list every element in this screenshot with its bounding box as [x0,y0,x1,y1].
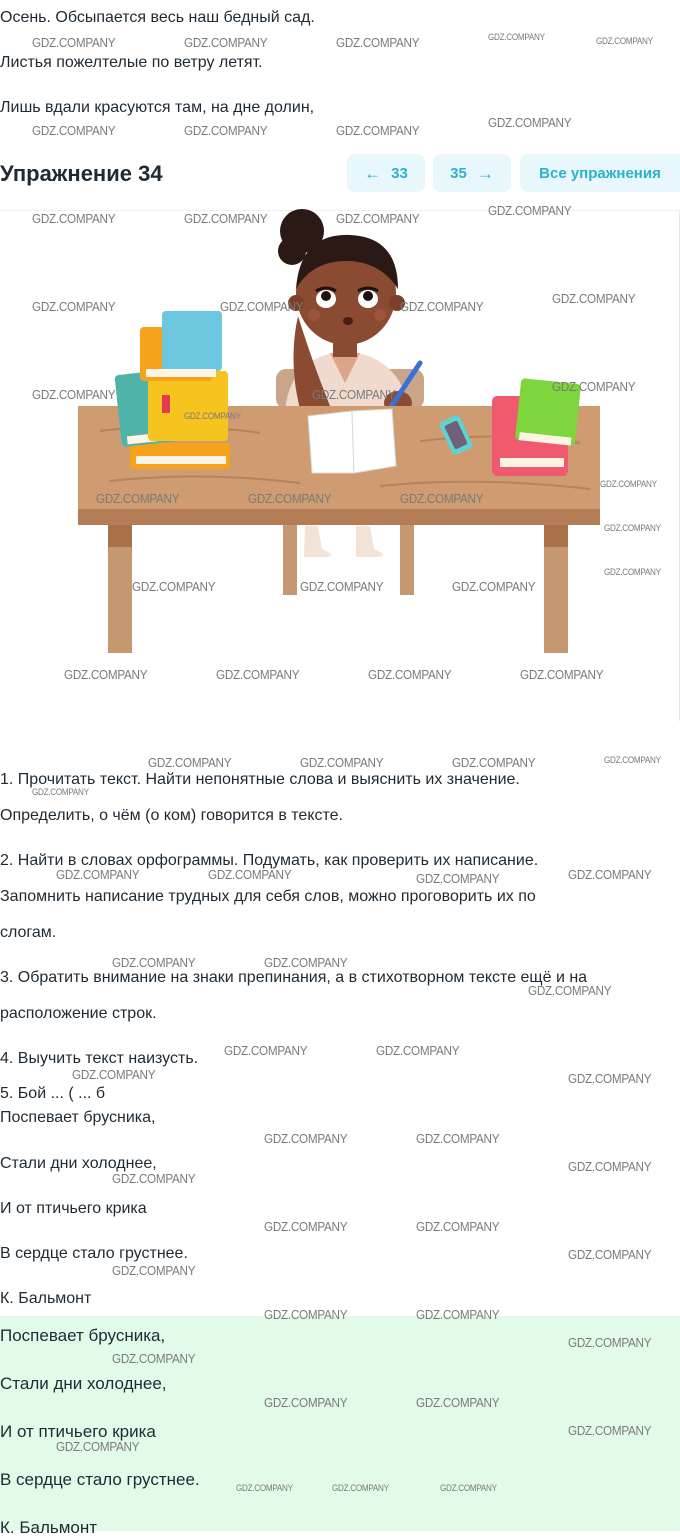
watermark: GDZ.COMPANY [400,491,484,506]
watermark: GDZ.COMPANY [248,491,332,506]
watermark: GDZ.COMPANY [376,1043,460,1058]
watermark: GDZ.COMPANY [488,203,572,218]
watermark: GDZ.COMPANY [552,379,636,394]
poem-author: К. Бальмонт [0,1290,92,1307]
watermark: GDZ.COMPANY [184,411,241,421]
watermark: GDZ.COMPANY [332,1483,389,1493]
watermark: GDZ.COMPANY [264,1395,348,1410]
watermark: GDZ.COMPANY [184,123,268,138]
task-3-line-1: 3. Обратить внимание на знаки препинания, а в стихотворном тексте ещё и на [0,969,588,986]
watermark: GDZ.COMPANY [96,491,180,506]
watermark: GDZ.COMPANY [312,387,396,402]
all-exercises-label: Все упражнения [539,164,661,182]
arrow-left-icon: ← [364,163,382,183]
watermark: GDZ.COMPANY [264,1219,348,1234]
watermark: GDZ.COMPANY [32,123,116,138]
next-exercise-button[interactable] [433,154,511,192]
watermark: GDZ.COMPANY [568,1159,652,1174]
prev-exercise-label: 33 [391,164,408,182]
watermark: GDZ.COMPANY [568,1071,652,1086]
watermark: GDZ.COMPANY [416,1131,500,1146]
watermark: GDZ.COMPANY [596,36,653,46]
watermark: GDZ.COMPANY [56,1439,140,1454]
watermark: GDZ.COMPANY [264,1307,348,1322]
watermark: GDZ.COMPANY [440,1483,497,1493]
poem-top-line-1: Осень. Обсыпается весь наш бедный сад. [0,9,315,26]
answer-line-1: Поспевает брусника, [0,1326,166,1345]
watermark: GDZ.COMPANY [604,755,661,765]
answer-author: К. Бальмонт [0,1518,98,1537]
watermark: GDZ.COMPANY [216,667,300,682]
answer-line-4: В сердце стало грустнее. [0,1470,200,1489]
next-exercise-label: 35 [450,164,467,182]
watermark: GDZ.COMPANY [568,1247,652,1262]
task-5-text: 5. Бой ... ( ... б [0,1085,106,1102]
watermark: GDZ.COMPANY [32,387,116,402]
watermark: GDZ.COMPANY [112,955,196,970]
task-2-line-2: Запомнить написание трудных для себя слов, можно проговорить их по [0,888,536,905]
answer-line-2: Стали дни холоднее, [0,1374,167,1393]
watermark: GDZ.COMPANY [72,1067,156,1082]
task-2-line-1: 2. Найти в словах орфограммы. Подумать, как проверить их написание. [0,852,539,869]
watermark: GDZ.COMPANY [568,1335,652,1350]
task-5-clipped [0,1085,680,1104]
poem-line-3: И от птичьего крика [0,1200,147,1217]
watermark: GDZ.COMPANY [112,1171,196,1186]
watermark: GDZ.COMPANY [528,983,612,998]
task-2-line-3: слогам. [0,924,57,941]
watermark: GDZ.COMPANY [400,299,484,314]
watermark: GDZ.COMPANY [336,35,420,50]
watermark: GDZ.COMPANY [452,579,536,594]
watermark: GDZ.COMPANY [488,115,572,130]
watermark: GDZ.COMPANY [552,291,636,306]
poem-line-1: Поспевает брусника, [0,1109,156,1126]
task-4: 4. Выучить текст наизусть. [0,1050,199,1067]
watermark: GDZ.COMPANY [604,567,661,577]
watermark: GDZ.COMPANY [132,579,216,594]
watermark: GDZ.COMPANY [208,867,292,882]
poem-line-2: Стали дни холоднее, [0,1155,157,1172]
answer-line-3: И от птичьего крика [0,1422,156,1441]
poem-line-4: В сердце стало грустнее. [0,1245,188,1262]
watermark: GDZ.COMPANY [452,755,536,770]
task-3-line-2: расположение строк. [0,1005,157,1022]
watermark: GDZ.COMPANY [604,523,661,533]
watermark: GDZ.COMPANY [224,1043,308,1058]
watermark: GDZ.COMPANY [416,1395,500,1410]
watermark: GDZ.COMPANY [416,871,500,886]
watermark: GDZ.COMPANY [264,1131,348,1146]
prev-exercise-button[interactable] [347,154,425,192]
watermark: GDZ.COMPANY [32,299,116,314]
watermark: GDZ.COMPANY [416,1307,500,1322]
watermark: GDZ.COMPANY [32,211,116,226]
watermark: GDZ.COMPANY [336,211,420,226]
watermark: GDZ.COMPANY [264,955,348,970]
watermark: GDZ.COMPANY [568,867,652,882]
task-1-line-2: Определить, о чём (о ком) говорится в тексте. [0,807,343,824]
watermark: GDZ.COMPANY [520,667,604,682]
poem-top-line-3: Лишь вдали красуются там, на дне долин, [0,99,315,116]
watermark: GDZ.COMPANY [568,1423,652,1438]
watermark: GDZ.COMPANY [184,35,268,50]
poem-top-line-2: Листья пожелтелые по ветру летят. [0,54,263,71]
watermark: GDZ.COMPANY [148,755,232,770]
watermark: GDZ.COMPANY [300,755,384,770]
watermark: GDZ.COMPANY [112,1351,196,1366]
girl-at-desk-illustration [0,211,680,721]
watermark: GDZ.COMPANY [300,579,384,594]
task-1-line-1: 1. Прочитать текст. Найти непонятные слова и выяснить их значение. [0,771,520,788]
watermark: GDZ.COMPANY [416,1219,500,1234]
watermark: GDZ.COMPANY [336,123,420,138]
watermark: GDZ.COMPANY [600,479,657,489]
watermark: GDZ.COMPANY [112,1263,196,1278]
watermark: GDZ.COMPANY [488,32,545,42]
watermark: GDZ.COMPANY [236,1483,293,1493]
watermark: GDZ.COMPANY [32,787,89,797]
all-exercises-button[interactable] [520,154,680,192]
watermark: GDZ.COMPANY [56,867,140,882]
watermark: GDZ.COMPANY [64,667,148,682]
watermark: GDZ.COMPANY [32,35,116,50]
watermark: GDZ.COMPANY [220,299,304,314]
watermark: GDZ.COMPANY [184,211,268,226]
watermark: GDZ.COMPANY [368,667,452,682]
arrow-right-icon: → [476,163,494,183]
exercise-title: Упражнение 34 [0,161,163,186]
